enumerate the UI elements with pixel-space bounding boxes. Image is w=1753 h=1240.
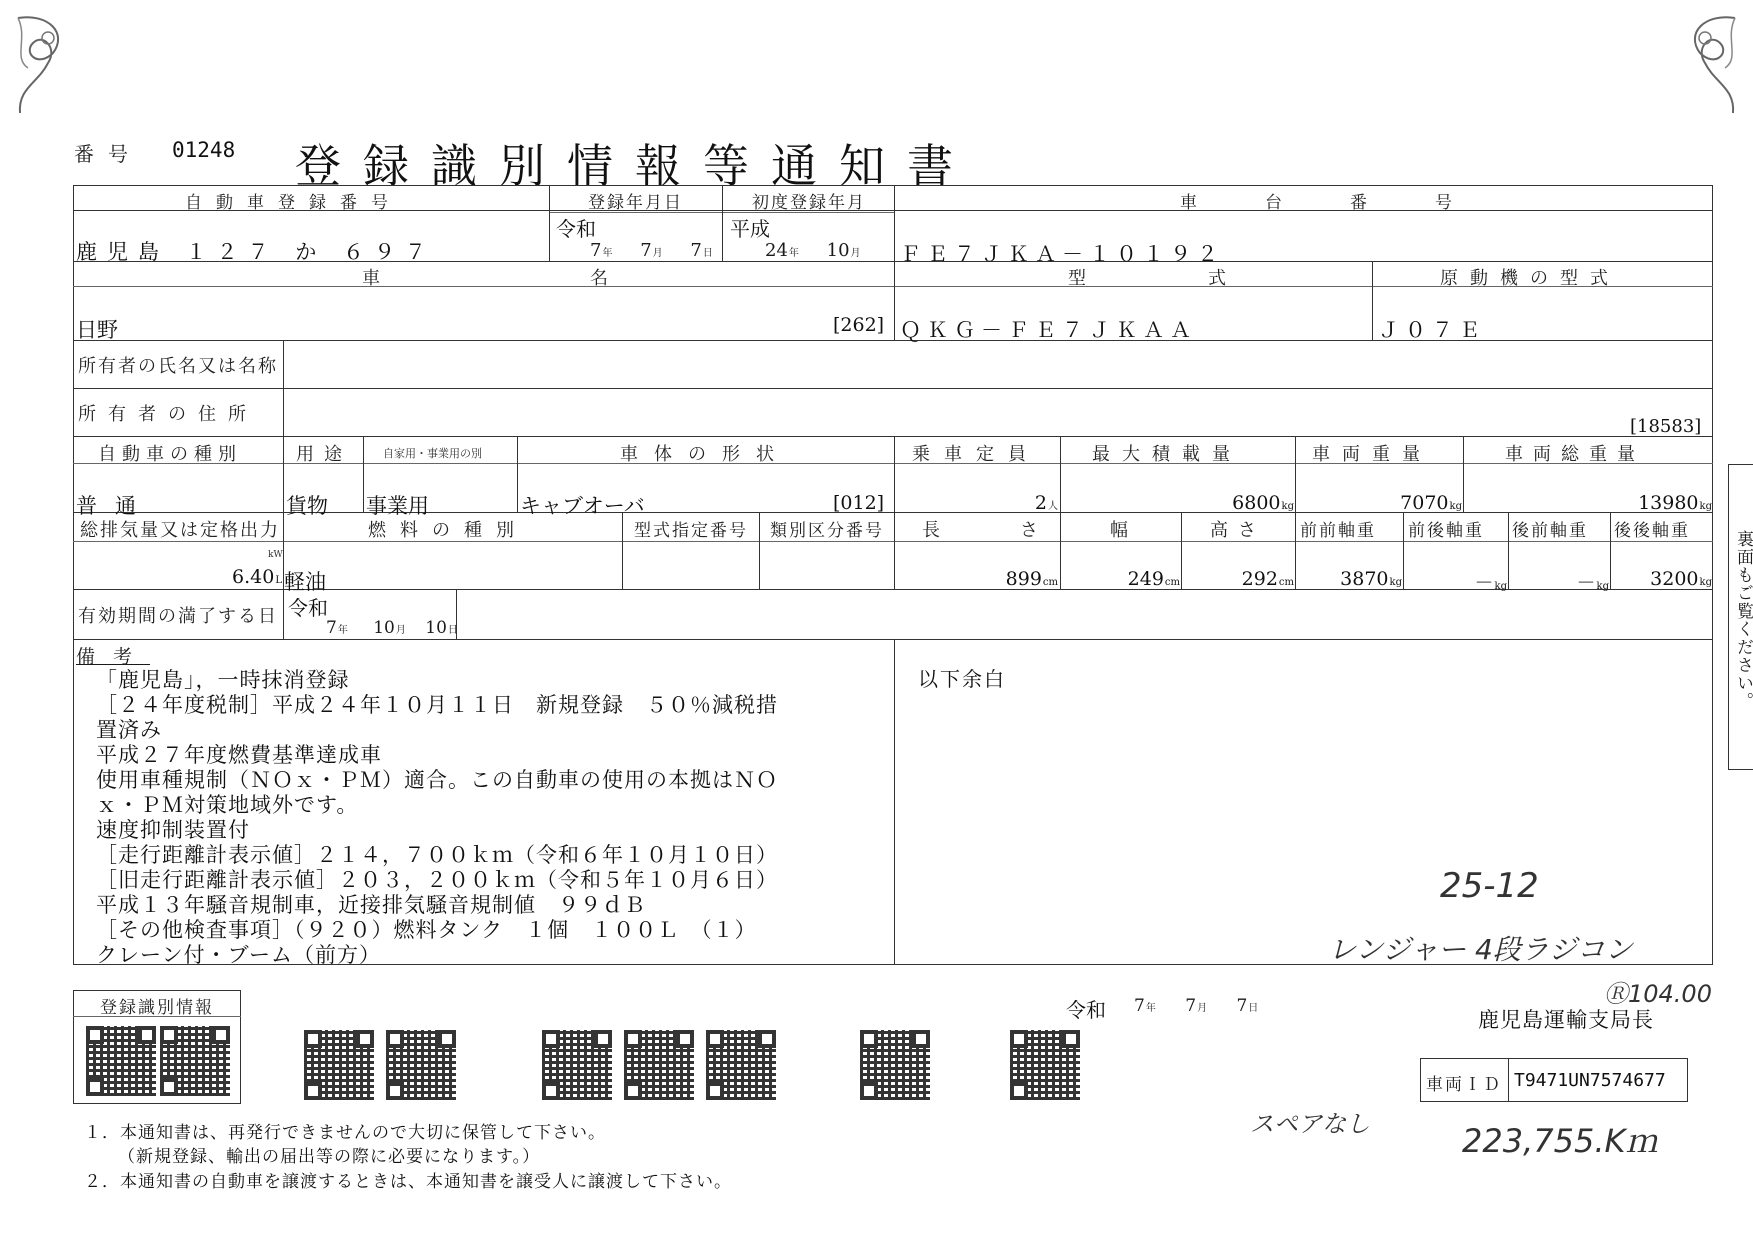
value-body-shape: キャブオーバ [520, 494, 645, 518]
footnote-2: ２．本通知書の自動車を譲渡するときは、本通知書を譲受人に譲渡して下さい。 [84, 1172, 732, 1192]
qr-code [860, 1030, 930, 1100]
handwritten-price: Ⓡ104.00 [1604, 980, 1712, 1008]
label-owner-name: 所有者の氏名又は名称 [78, 356, 278, 377]
label-max-load: 最大積載量 [1092, 444, 1242, 465]
label-owner-address: 所有者の住所 [78, 404, 258, 425]
qr-code [706, 1030, 776, 1100]
handwritten-odometer: 223,755.Kｍ [1462, 1122, 1658, 1160]
unit-kw: kW [268, 550, 283, 560]
label-reg-id-info: 登録識別情報 [100, 998, 214, 1018]
label-capacity: 乗車定員 [912, 444, 1040, 465]
value-max-load: 6800kg [1232, 492, 1294, 514]
document-title: 登録識別情報等通知書 [295, 139, 975, 193]
remark-line: ［その他検査事項］（９２０）燃料タンク １個 １００Ｌ （１） [96, 918, 757, 942]
value-fuel-type: 軽油 [284, 570, 326, 594]
qr-code [86, 1026, 156, 1096]
value-vehicle-weight: 7070kg [1400, 492, 1462, 514]
handwritten-spare: スペアなし [1250, 1110, 1370, 1138]
handwritten-code: 25-12 [1440, 866, 1539, 906]
remark-line: ［２４年度税制］平成２４年１０月１１日 新規登録 ５０％減税措 [96, 693, 778, 717]
label-reg-number: 自動車登録番号 [185, 193, 402, 213]
value-chassis: ＦＥ７ＪＫＡ－１０１９２ [900, 242, 1224, 266]
value-usage: 貨物 [286, 494, 328, 518]
value-rr-axle: 3200kg [1650, 568, 1712, 590]
qr-code [542, 1030, 612, 1100]
value-model-code: [262] [833, 314, 885, 336]
value-ff-axle: 3870kg [1340, 568, 1402, 590]
value-vehicle-id: T9471UN7574677 [1514, 1070, 1666, 1091]
footnote-1: １．本通知書は、再発行できませんので大切に保管して下さい。 [84, 1123, 606, 1143]
side-note: 裏面もご覧ください。 [1733, 530, 1753, 710]
qr-code [160, 1026, 230, 1096]
label-vehicle-id: 車両ＩＤ [1426, 1075, 1502, 1095]
document-number: 01248 [172, 138, 236, 162]
label-length: 長さ [922, 520, 1118, 541]
label-gross-weight: 車両総重量 [1505, 444, 1645, 465]
handwritten-model-note: レンジャー 4段ラジコン [1328, 933, 1633, 966]
value-first-reg: 24年 10月 [765, 240, 861, 261]
label-type-designation: 型式指定番号 [634, 521, 748, 541]
remark-line: クレーン付・ブーム（前方） [96, 943, 381, 967]
footnote-1b: （新規登録、輸出の届出等の際に必要になります。） [118, 1147, 541, 1167]
label-fuel-type: 燃料の種別 [368, 520, 528, 541]
value-private-business: 事業用 [366, 494, 429, 518]
remark-line: ｘ・ＰＭ対策地域外です。 [96, 793, 359, 817]
value-gross-weight: 13980kg [1638, 492, 1712, 514]
value-capacity: 2人 [1034, 492, 1058, 514]
value-car-name: 日野 [76, 318, 118, 342]
label-vehicle-type: 自動車の種別 [98, 444, 242, 465]
value-body-code: [012] [833, 492, 885, 514]
value-vehicle-type: 普通 [76, 494, 154, 518]
label-car-name-1: 車 [362, 268, 394, 289]
number-label: 番号 [74, 142, 142, 166]
value-rf-axle: －kg [1576, 572, 1609, 594]
remark-line: 平成１３年騒音規制車，近接排気騒音規制値 ９９ｄＢ [96, 893, 646, 917]
remark-line: 使用車種規制（ＮＯｘ・ＰＭ）適合。この自動車の使用の本拠はＮＯ [96, 768, 778, 792]
value-issue-era: 令和 [1066, 998, 1106, 1022]
value-code-18583: [18583] [1630, 416, 1702, 437]
label-remarks: 備考 [76, 646, 151, 668]
value-displacement: 6.40L [232, 566, 282, 588]
label-rr-axle: 後後軸重 [1614, 521, 1690, 541]
qr-code [1010, 1030, 1080, 1100]
value-length: 899cm [1005, 568, 1058, 590]
remark-line: ［旧走行距離計表示値］２０３，２００ｋｍ（令和５年１０月６日） [96, 868, 778, 892]
label-engine-model: 原動機の型式 [1440, 268, 1620, 289]
value-engine-model: Ｊ０７Ｅ [1378, 318, 1486, 342]
remark-line: 平成２７年度燃費基準達成車 [96, 743, 382, 767]
value-expiry-era: 令和 [288, 596, 328, 620]
label-model-1: 型 [1068, 268, 1100, 289]
label-rf-axle: 後前軸重 [1512, 521, 1588, 541]
label-private-business: 自家用・事業用の別 [383, 447, 482, 460]
value-reg-number: 鹿児島 １２７ か ６９７ [76, 240, 437, 264]
label-expiry: 有効期間の満了する日 [78, 606, 278, 627]
label-reg-date: 登録年月日 [588, 193, 683, 213]
label-car-name-2: 名 [590, 268, 622, 289]
label-first-reg: 初度登録年月 [752, 193, 866, 213]
value-reg-date: 7年 7月 7日 [590, 240, 713, 261]
remark-line: ［走行距離計表示値］２１４，７００ｋｍ（令和６年１０月１０日） [96, 843, 778, 867]
label-usage: 用途 [296, 444, 352, 465]
label-height: 高さ [1210, 520, 1266, 541]
value-first-era: 平成 [730, 217, 770, 241]
label-category-number: 類別区分番号 [770, 521, 884, 541]
label-width: 幅 [1110, 520, 1142, 541]
label-fr-axle: 前後軸重 [1408, 521, 1484, 541]
label-displacement: 総排気量又は定格出力 [80, 520, 280, 541]
label-chassis: 車台番号 [1180, 193, 1520, 213]
value-expiry-date: 7年 10月 10日 [326, 618, 458, 638]
label-ff-axle: 前前軸重 [1300, 521, 1376, 541]
label-vehicle-weight: 車両重量 [1312, 444, 1432, 465]
remark-line: 置済み [96, 718, 162, 742]
qr-code [386, 1030, 456, 1100]
qr-code [304, 1030, 374, 1100]
value-model: ＱＫＧ－ＦＥ７ＪＫＡＡ [900, 318, 1197, 342]
value-width: 249cm [1127, 568, 1180, 590]
value-issue-date: 7年 7月 7日 [1134, 996, 1259, 1016]
label-body-shape: 車体の形状 [620, 444, 790, 465]
value-reg-era: 令和 [556, 217, 596, 241]
right-remark: 以下余白 [918, 667, 1006, 691]
value-fr-axle: －kg [1474, 572, 1507, 594]
corner-ornament-left [8, 8, 98, 118]
value-height: 292cm [1241, 568, 1294, 590]
qr-code [624, 1030, 694, 1100]
label-model-2: 式 [1208, 268, 1240, 289]
issuer: 鹿児島運輸支局長 [1478, 1008, 1654, 1032]
corner-ornament-right [1655, 8, 1745, 118]
remark-line: 速度抑制装置付 [96, 818, 250, 842]
remark-line: 「鹿児島」，一時抹消登録 [96, 668, 350, 692]
